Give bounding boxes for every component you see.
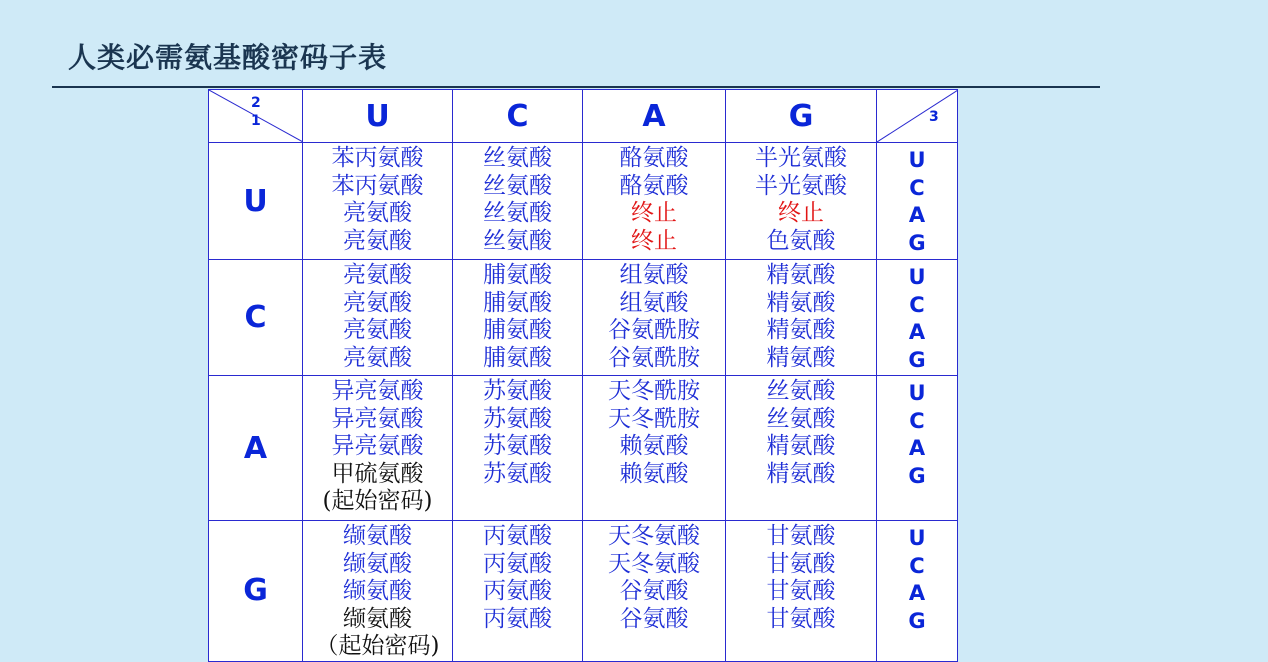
amino-acid-name: 缬氨酸 <box>343 605 412 632</box>
amino-acid-name: 脯氨酸 <box>483 317 552 343</box>
amino-acid-name: 脯氨酸 <box>483 344 552 371</box>
third-base-list <box>877 260 958 376</box>
amino-acid-name: 亮氨酸 <box>343 289 412 316</box>
corner-second-base-label: 2 <box>251 95 261 111</box>
amino-acid-name: 苏氨酸 <box>483 378 552 404</box>
amino-acid-name: 脯氨酸 <box>483 289 552 316</box>
title-underline <box>52 86 1100 88</box>
second-base-A: A <box>583 90 726 143</box>
first-base-U: U <box>209 143 303 260</box>
amino-acid-name: 苏氨酸 <box>483 433 552 459</box>
amino-acid-cell <box>726 143 877 260</box>
amino-acid-cell <box>583 376 726 521</box>
amino-acid-name: 亮氨酸 <box>343 200 412 226</box>
first-base-C: C <box>209 260 303 376</box>
second-base-G: G <box>726 90 877 143</box>
third-base-A: A <box>908 320 926 344</box>
amino-acid-cell <box>453 143 583 260</box>
amino-acid-cell <box>303 376 453 521</box>
amino-acid-name: 丙氨酸 <box>483 605 552 632</box>
amino-acid-name: 组氨酸 <box>619 262 689 288</box>
amino-acid-cell <box>453 260 583 376</box>
corner-third-base-label: 3 <box>929 109 939 125</box>
amino-acid-cell <box>583 521 726 662</box>
amino-acid-name: 精氨酸 <box>766 433 836 459</box>
amino-acid-name: 半光氨酸 <box>755 145 847 171</box>
amino-acid-name: 半光氨酸 <box>755 172 847 199</box>
amino-acid-name: 苏氨酸 <box>483 460 552 487</box>
amino-acid-name: 甘氨酸 <box>766 523 836 549</box>
third-base-U: U <box>908 381 926 405</box>
amino-acid-name: 精氨酸 <box>766 289 836 316</box>
amino-acid-cell <box>583 260 726 376</box>
amino-acid-name: 甘氨酸 <box>766 605 836 632</box>
amino-acid-name: 丝氨酸 <box>766 405 836 432</box>
corner-right-cell <box>877 90 958 143</box>
amino-acid-name: 缬氨酸 <box>343 523 412 549</box>
amino-acid-name: 组氨酸 <box>619 289 689 316</box>
amino-acid-name: 精氨酸 <box>766 262 836 288</box>
third-base-G: G <box>908 347 926 372</box>
amino-acid-name: 丝氨酸 <box>766 378 836 404</box>
amino-acid-name: 丝氨酸 <box>483 200 552 226</box>
amino-acid-name: 亮氨酸 <box>343 317 412 343</box>
amino-acid-name: 谷氨酰胺 <box>608 317 700 343</box>
amino-acid-name: 苏氨酸 <box>483 405 552 432</box>
amino-acid-cell <box>453 521 583 662</box>
amino-acid-name: 缬氨酸 <box>343 550 412 577</box>
amino-acid-cell <box>726 376 877 521</box>
codon-row-U <box>209 143 958 260</box>
amino-acid-name: 缬氨酸 <box>343 578 412 604</box>
third-base-G: G <box>908 463 926 488</box>
amino-acid-name: 丝氨酸 <box>483 145 552 171</box>
corner-right-diagonal <box>877 90 958 142</box>
amino-acid-name: 亮氨酸 <box>343 344 412 371</box>
amino-acid-cell <box>303 260 453 376</box>
third-base-G: G <box>908 230 926 255</box>
second-base-C: C <box>453 90 583 143</box>
amino-acid-name: 丙氨酸 <box>483 550 552 577</box>
amino-acid-name: 精氨酸 <box>766 317 836 343</box>
stop-codon-label: 终止 <box>778 200 824 226</box>
amino-acid-name: 甲硫氨酸 <box>331 460 424 487</box>
third-base-G: G <box>908 608 926 633</box>
first-base-G: G <box>209 521 303 662</box>
header-row <box>209 90 958 143</box>
third-base-list <box>877 143 958 260</box>
amino-acid-name: 甘氨酸 <box>766 550 836 577</box>
corner-first-base-label: 1 <box>251 113 261 129</box>
amino-acid-name: 异亮氨酸 <box>331 378 424 404</box>
amino-acid-name: 谷氨酸 <box>619 605 689 632</box>
amino-acid-name: 丝氨酸 <box>483 172 552 199</box>
amino-acid-name: 亮氨酸 <box>343 227 412 254</box>
stop-codon-label: 终止 <box>631 227 677 254</box>
stop-codon-label: 终止 <box>631 200 677 226</box>
codon-table <box>208 89 958 662</box>
third-base-list <box>877 521 958 662</box>
third-base-U: U <box>908 526 926 550</box>
amino-acid-name: 天冬酰胺 <box>608 378 700 404</box>
amino-acid-name: 酪氨酸 <box>619 145 689 171</box>
amino-acid-name: 赖氨酸 <box>619 460 689 487</box>
codon-row-C <box>209 260 958 376</box>
amino-acid-name: 精氨酸 <box>766 344 836 371</box>
third-base-C: C <box>909 553 925 578</box>
amino-acid-name: 异亮氨酸 <box>331 405 424 432</box>
amino-acid-cell <box>303 521 453 662</box>
third-base-list <box>877 376 958 521</box>
third-base-A: A <box>908 436 926 460</box>
amino-acid-name: （起始密码) <box>315 633 440 659</box>
codon-row-A <box>209 376 958 521</box>
third-base-U: U <box>908 265 926 289</box>
amino-acid-name: (起始密码) <box>322 488 433 514</box>
first-base-A: A <box>209 376 303 521</box>
amino-acid-name: 苯丙氨酸 <box>331 172 424 199</box>
amino-acid-cell <box>303 143 453 260</box>
page-title: 人类必需氨基酸密码子表 <box>68 41 388 74</box>
amino-acid-name: 丙氨酸 <box>483 523 552 549</box>
amino-acid-name: 甘氨酸 <box>766 578 836 604</box>
amino-acid-name: 谷氨酰胺 <box>608 344 700 371</box>
amino-acid-cell <box>583 143 726 260</box>
corner-left-cell <box>209 90 303 143</box>
amino-acid-cell <box>726 260 877 376</box>
third-base-C: C <box>909 408 925 433</box>
third-base-U: U <box>908 148 926 172</box>
third-base-C: C <box>909 292 925 317</box>
amino-acid-name: 色氨酸 <box>766 227 836 254</box>
amino-acid-name: 赖氨酸 <box>619 433 689 459</box>
amino-acid-name: 天冬酰胺 <box>608 405 700 432</box>
amino-acid-name: 天冬氨酸 <box>608 523 700 549</box>
amino-acid-name: 天冬氨酸 <box>608 550 700 577</box>
third-base-C: C <box>909 175 925 200</box>
amino-acid-name: 异亮氨酸 <box>331 433 424 459</box>
amino-acid-name: 苯丙氨酸 <box>331 145 424 171</box>
amino-acid-name: 酪氨酸 <box>619 172 689 199</box>
amino-acid-name: 谷氨酸 <box>619 578 689 604</box>
amino-acid-cell <box>453 376 583 521</box>
codon-row-G <box>209 521 958 662</box>
amino-acid-name: 丝氨酸 <box>483 227 552 254</box>
second-base-U: U <box>303 90 453 143</box>
amino-acid-name: 亮氨酸 <box>343 262 412 288</box>
third-base-A: A <box>908 203 926 227</box>
third-base-A: A <box>908 581 926 605</box>
amino-acid-name: 脯氨酸 <box>483 262 552 288</box>
amino-acid-cell <box>726 521 877 662</box>
amino-acid-name: 丙氨酸 <box>483 578 552 604</box>
amino-acid-name: 精氨酸 <box>766 460 836 487</box>
